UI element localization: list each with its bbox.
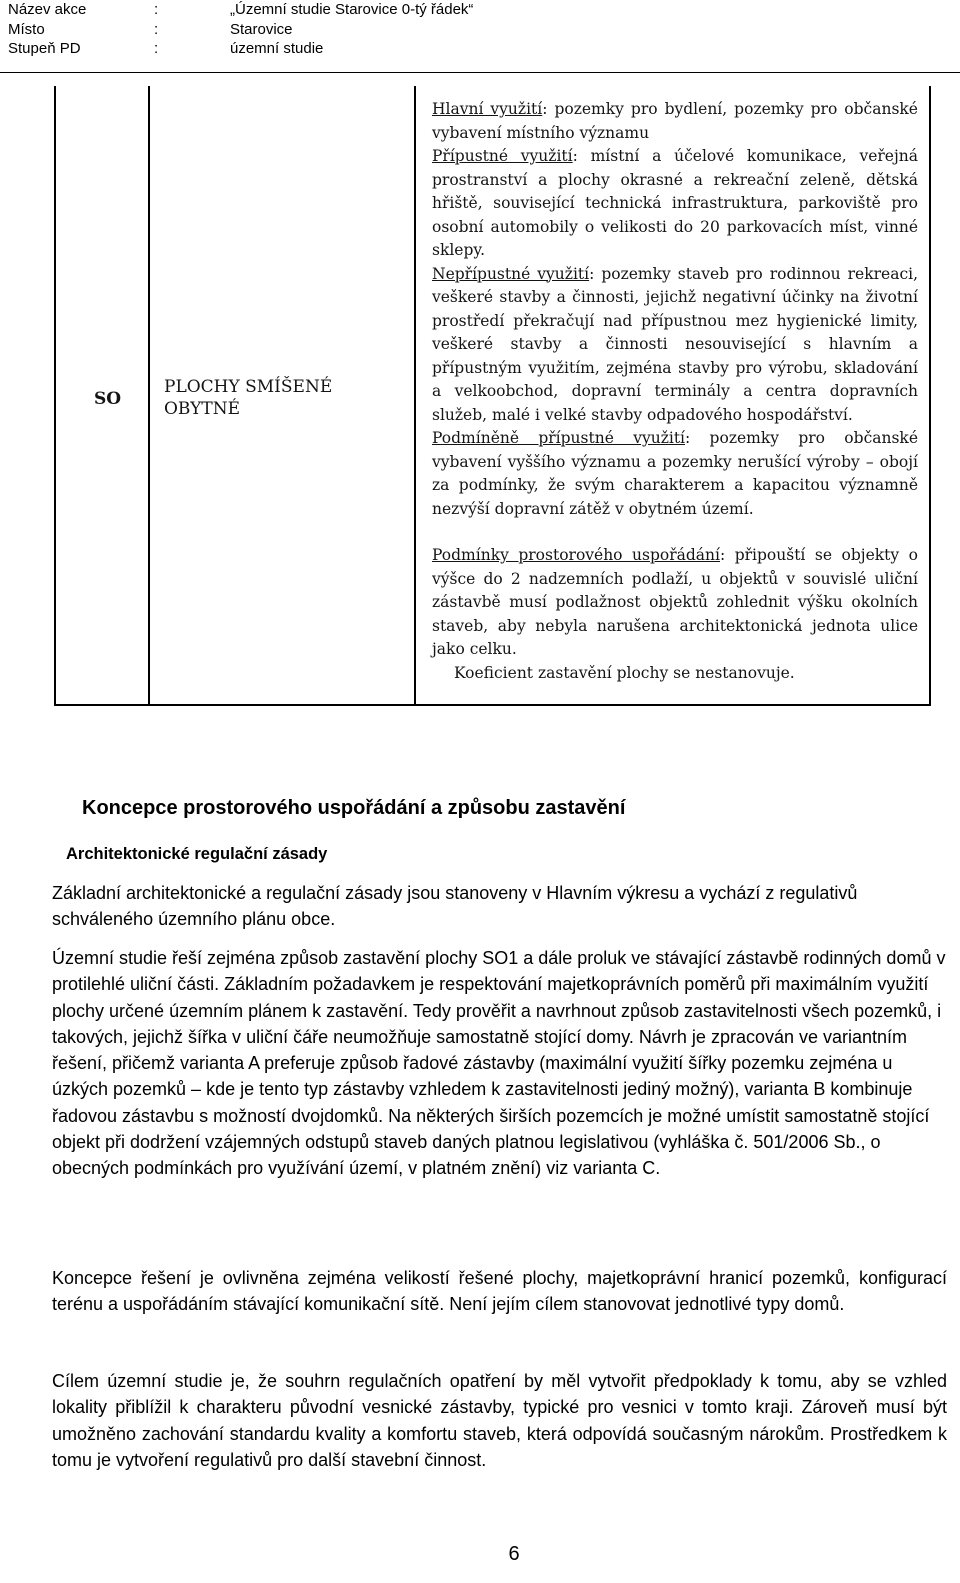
main-use-text: : pozemky pro bydlení, pozemky pro občanské vybavení místního významu [432, 100, 918, 142]
spacer [432, 521, 918, 544]
forbidden-use-label: Nepřípustné využití [432, 264, 590, 283]
conditional-use-label: Podmíněně přípustné využití [432, 429, 686, 447]
main-use-label: Hlavní využití [432, 100, 543, 118]
forbidden-use-text: : pozemky staveb pro rodinnou rekreaci, veškeré stavby a činnosti, jejichž negativní účinky na životní prostředí překračují nad přípustnou mez hygienické limity, veškeré stavby a činnosti nesouvisející s hlavním a přípustným využitím, zejména stavby pro výrobu, skladování a velkoobchod, dopravní terminály a centra dopravních služeb, malé i velké stavby odpadového hospodářství. [432, 264, 919, 424]
allowed-use-text: : místní a účelové komunikace, veřejná prostranství a plochy okrasné a rekreační zeleně, dětská hřiště, související technická infrastruktura, parkoviště pro osobní automobily o velikosti do 20 parkovacích míst, vinné sklepy. [432, 147, 918, 259]
coefficient-note: Koeficient zastavění plochy se nestanovuje. [454, 663, 795, 682]
conditional-use [432, 427, 918, 521]
document-header [8, 0, 473, 59]
allowed-use [432, 145, 918, 263]
paragraph: Základní architektonické a regulační zásady jsou stanoveny v Hlavním výkresu a vychází z regulativů schváleného územního plánu obce. [52, 883, 858, 930]
header-row-stage [8, 39, 473, 59]
spatial-conditions-text: : připouští se objekty o výšce do 2 nadzemních podlaží, u objektů v souvislé uliční zástavbě musí podlažnost objektů zohlednit výšku okolních staveb, aby nebyla narušena architektonická jednota ulice jako celku. [432, 546, 918, 658]
zone-name-line: PLOCHY SMÍŠENÉ [164, 377, 333, 397]
header-value: Starovice [230, 20, 293, 38]
header-value: „Územní studie Starovice 0-tý řádek“ [230, 1, 474, 18]
paragraph: Cílem územní studie je, že souhrn regulačních opatření by měl vytvořit předpoklady k tomu, aby se vzhled lokality přiblížil k charakteru původní vesnické zástavby, typické pro vesnici v tomto kraji. Zároveň musí být umožněno zachování standardu kvality a komfortu staveb, která odpovídá současným nárokům. Prostředkem k tomu je vytvoření regulativů pro další stavební činnost. [52, 1371, 947, 1470]
header-label: Stupeň PD [8, 40, 81, 57]
header-colon: : [154, 40, 159, 57]
zone-name [164, 376, 364, 420]
header-label: Místo [8, 20, 45, 38]
header-row-project [8, 0, 473, 20]
spatial-conditions [432, 544, 918, 662]
regulation-table-scan [54, 86, 931, 706]
allowed-use-label: Přípustné využití [432, 147, 573, 165]
main-use [432, 98, 918, 145]
header-label: Název akce [8, 1, 87, 18]
header-value: územní studie [230, 40, 324, 57]
paragraph: Územní studie řeší zejména způsob zastavění plochy SO1 a dále proluk ve stávající zástavbě rodinných domů v protilehlé uliční části. Základním požadavkem je respektování majetkoprávních poměrů při maximálním využití plochy určené územním plánem k zastavění. Tedy prověřit a navrhnout způsob zastavitelnosti všech pozemků, i takových, jejichž šířka v uliční čáře neumožňuje samostatně stojící domy. Návrh je zpracován ve variantním řešení, přičemž varianta A preferuje způsob řadové zástavby (maximální využití šířky pozemku zejména u úzkých pozemků – kde je tento typ zástavby vzhledem k zastavitelnosti jediný možný), varianta B kombinuje řadovou zástavbu s možností dvojdomků. Na některých širších pozemcích je možné umístit samostatně stojící objekt při dodržení vzájemných odstupů staveb daných platnou legislativou (vyhláška č. 501/2006 Sb., o obecných podmínkách pro využívání území, v platném znění) viz varianta C. [52, 948, 946, 1179]
header-divider [0, 72, 960, 73]
subsection-heading: Architektonické regulační zásady [66, 845, 328, 863]
forbidden-use [432, 263, 918, 428]
section-heading: Koncepce prostorového uspořádání a způsobu zastavění [82, 797, 626, 819]
paragraph: Koncepce řešení je ovlivněna zejména velikostí řešené plochy, majetkoprávní hranicí pozemků, konfigurací terénu a uspořádáním stávající komunikační sítě. Není jejím cílem stanovovat jednotlivé typy domů. [52, 1268, 947, 1315]
header-colon: : [154, 1, 159, 18]
page-number: 6 [508, 1543, 520, 1565]
header-colon: : [154, 20, 159, 38]
spatial-conditions-label: Podmínky prostorového uspořádání [432, 546, 720, 564]
zone-name-line: OBYTNÉ [164, 399, 240, 419]
header-row-place [8, 20, 473, 40]
conditional-use-text: : pozemky pro občanské vybavení vyššího významu a pozemky nerušící výroby – obojí za podmínky, že svým charakterem a kapacitou významně nezvýší dopravní zátěž v obytném území. [432, 429, 918, 518]
table-column-divider [148, 86, 150, 704]
zone-code: SO [94, 389, 122, 409]
table-column-divider [414, 86, 416, 704]
zone-regulations [432, 98, 918, 685]
